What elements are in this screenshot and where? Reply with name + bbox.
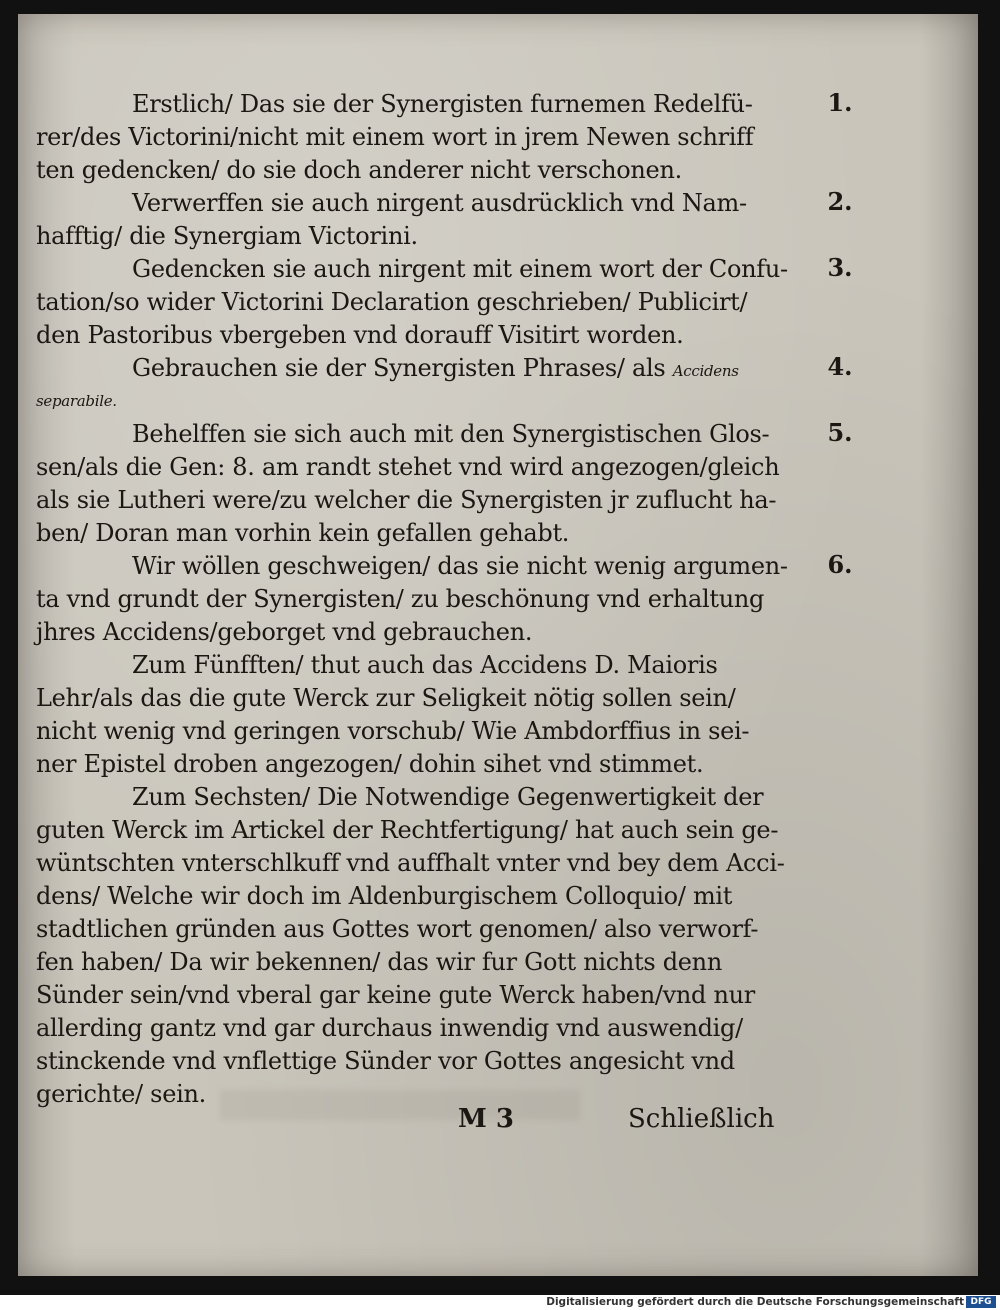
text-line xyxy=(36,913,796,946)
text-line xyxy=(36,187,796,220)
text-line xyxy=(36,121,796,154)
text-line-content: ner Epistel droben angezogen/ dohin sihet vnd stimmet. xyxy=(36,750,704,778)
text-line-content: als sie Lutheri were/zu welcher die Synergisten jr zuflucht ha- xyxy=(36,486,777,514)
text-line xyxy=(36,1045,796,1078)
text-line-content: tation/so wider Victorini Declaration geschrieben/ Publicirt/ xyxy=(36,288,748,316)
text-line xyxy=(36,385,796,418)
text-line-content: rer/des Victorini/nicht mit einem wort in jrem Newen schriff xyxy=(36,123,754,151)
text-line xyxy=(36,88,796,121)
text-line xyxy=(36,616,796,649)
catchword: Schließlich xyxy=(628,1104,775,1134)
text-line-content: Wir wöllen geschweigen/ das sie nicht wenig argumen- xyxy=(132,552,788,580)
text-line xyxy=(36,484,796,517)
text-line-content: Verwerffen sie auch nirgent ausdrücklich vnd Nam- xyxy=(132,189,747,217)
margin-number: 1. xyxy=(827,88,853,117)
text-line xyxy=(36,451,796,484)
text-line xyxy=(36,154,796,187)
text-line xyxy=(36,352,796,385)
text-line xyxy=(36,946,796,979)
text-line xyxy=(36,781,796,814)
signature-mark: M 3 xyxy=(458,1104,514,1134)
text-line xyxy=(36,979,796,1012)
text-line-content: Zum Fünfften/ thut auch das Accidens D. Maioris xyxy=(132,651,718,679)
text-line-content: den Pastoribus vbergeben vnd dorauff Visitirt worden. xyxy=(36,321,684,349)
text-line-content: ten gedencken/ do sie doch anderer nicht verschonen. xyxy=(36,156,682,184)
text-line-content: allerding gantz vnd gar durchaus inwendig vnd auswendig/ xyxy=(36,1014,743,1042)
text-line-content: ben/ Doran man vorhin kein gefallen gehabt. xyxy=(36,519,570,547)
text-line-content: dens/ Welche wir doch im Aldenburgischem Colloquio/ mit xyxy=(36,882,733,910)
dfg-logo-icon: DFG xyxy=(966,1296,996,1308)
text-line-content: stadtlichen gründen aus Gottes wort genomen/ also verworf- xyxy=(36,915,759,943)
text-line xyxy=(36,715,796,748)
latin-term: Accidens xyxy=(672,362,739,380)
text-line-content: guten Werck im Artickel der Rechtfertigung/ hat auch sein ge- xyxy=(36,816,779,844)
text-line-content: nicht wenig vnd geringen vorschub/ Wie Ambdorffius in sei- xyxy=(36,717,750,745)
text-line-content: sen/als die Gen: 8. am randt stehet vnd wird angezogen/gleich xyxy=(36,453,780,481)
text-line xyxy=(36,550,796,583)
text-line-content: Erstlich/ Das sie der Synergisten furnemen Redelfü- xyxy=(132,90,753,118)
text-line xyxy=(36,880,796,913)
text-line-content: jhres Accidens/geborget vnd gebrauchen. xyxy=(36,618,533,646)
text-line-content: wüntschten vnterschlkuff vnd auffhalt vnter vnd bey dem Acci- xyxy=(36,849,785,877)
text-line-content: Gedencken sie auch nirgent mit einem wort der Confu- xyxy=(132,255,788,283)
text-line-content: gerichte/ sein. xyxy=(36,1080,206,1108)
text-line-content: Sünder sein/vnd vberal gar keine gute Werck haben/vnd nur xyxy=(36,981,755,1009)
text-line xyxy=(36,253,796,286)
text-line-content: Behelffen sie sich auch mit den Synergistischen Glos- xyxy=(132,420,770,448)
text-line-content: stinckende vnd vnflettige Sünder vor Gottes angesicht vnd xyxy=(36,1047,735,1075)
text-line-content: Zum Sechsten/ Die Notwendige Gegenwertigkeit der xyxy=(132,783,764,811)
margin-number: 5. xyxy=(827,418,853,447)
text-line-content: Gebrauchen sie der Synergisten Phrases/ als xyxy=(132,354,666,382)
text-line xyxy=(36,649,796,682)
text-line xyxy=(36,583,796,616)
margin-number: 3. xyxy=(827,253,853,282)
margin-number: 4. xyxy=(827,352,853,381)
text-line xyxy=(36,847,796,880)
text-line-content: separabile. xyxy=(36,392,117,410)
dfg-footer-bar xyxy=(0,1295,1000,1310)
text-line xyxy=(36,286,796,319)
margin-number: 6. xyxy=(827,550,853,579)
margin-number: 2. xyxy=(827,187,853,216)
page-text xyxy=(36,88,796,1111)
dfg-credit-text: Digitalisierung gefördert durch die Deutsche Forschungsgemeinschaft xyxy=(546,1296,964,1308)
text-line xyxy=(36,517,796,550)
text-line xyxy=(36,748,796,781)
text-line xyxy=(36,220,796,253)
text-line-content: fen haben/ Da wir bekennen/ das wir fur Gott nichts denn xyxy=(36,948,722,976)
text-line xyxy=(36,319,796,352)
text-line xyxy=(36,418,796,451)
text-line-content: Lehr/als das die gute Werck zur Seligkeit nötig sollen sein/ xyxy=(36,684,736,712)
text-line xyxy=(36,682,796,715)
text-line xyxy=(36,1012,796,1045)
text-line-content: ta vnd grundt der Synergisten/ zu beschönung vnd erhaltung xyxy=(36,585,765,613)
text-line xyxy=(36,814,796,847)
text-line-content: hafftig/ die Synergiam Victorini. xyxy=(36,222,418,250)
